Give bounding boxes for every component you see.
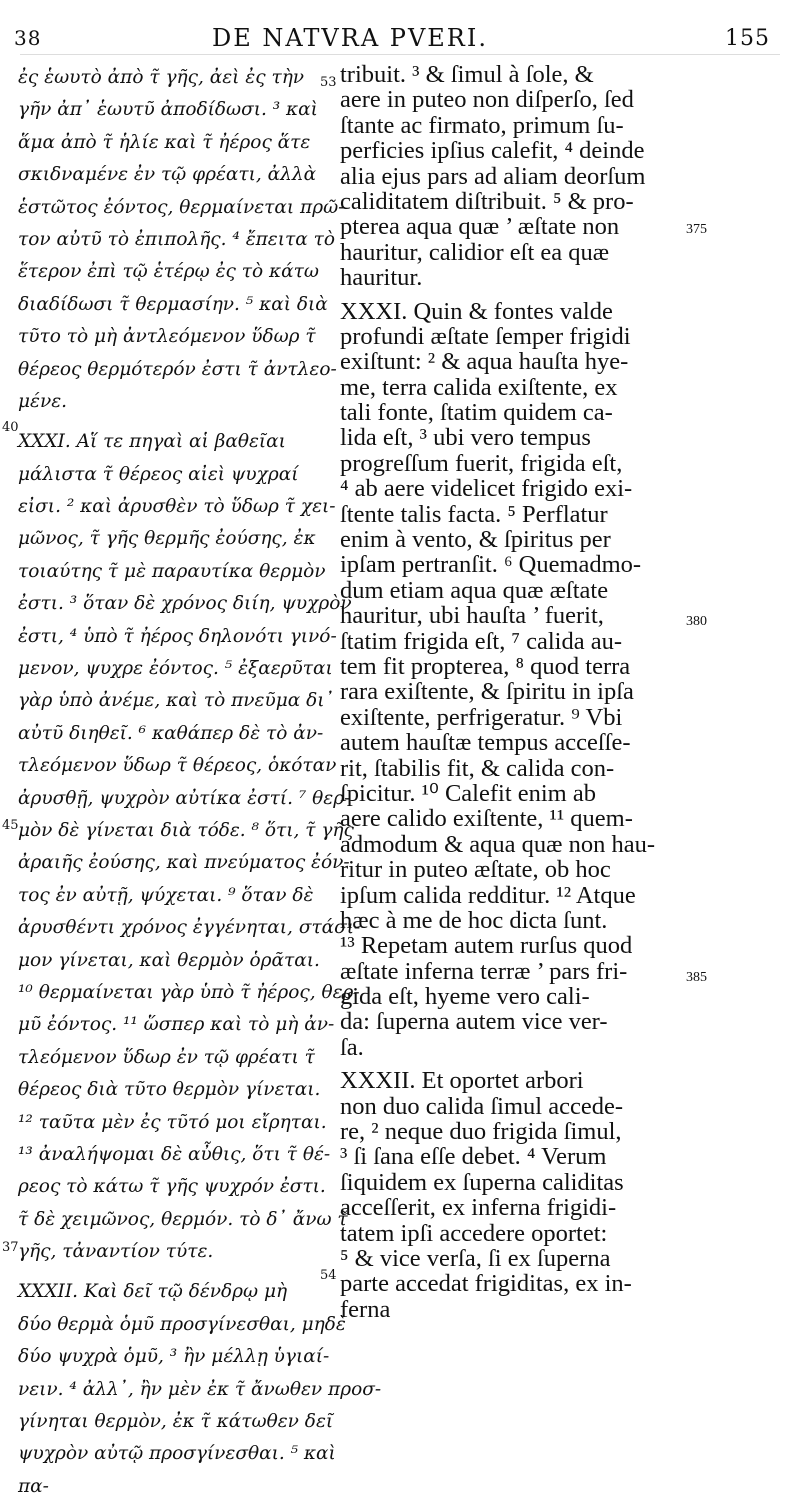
text-line: profundi æſtate ſemper frigidi	[340, 322, 631, 350]
text-line: τος ἐν αὐτῇ, ψύχεται. ⁹ ὅταν δὲ	[18, 884, 314, 906]
text-line: τοιαύτης τ̃ μὲ παραυτίκα θερμὸν	[18, 560, 326, 582]
text-line: aere calido exiſtente, ¹¹ quem-	[340, 805, 633, 833]
text-line: hauritur, calidior eſt ea quæ	[340, 238, 610, 266]
text-line: γίνηται θερμὸν, ἐκ τ̃ κάτωθεν δεῖ	[18, 1411, 334, 1433]
header-left-mark: 38	[14, 26, 42, 50]
text-line: alia ejus pars ad aliam deorſum	[340, 162, 646, 190]
text-line: ³ ſi ſana eſſe debet. ⁴ Verum	[340, 1143, 607, 1171]
text-line: δύο ψυχρὰ ὁμῦ, ³ ἢν μέλλῃ ὑγιαί-	[18, 1346, 330, 1368]
text-line: tatem ipſi accedere oportet:	[340, 1219, 608, 1247]
margin-line-number: 53	[320, 75, 337, 90]
text-line: ſtente talis facta. ⁵ Perflatur	[340, 500, 608, 528]
text-line: æſtate inferna terræ ’ pars fri-	[340, 957, 628, 985]
margin-line-number: 54	[320, 1268, 337, 1283]
text-line: ἕτερον ἐπὶ τῷ ἑτέρῳ ἐς τὸ κάτω	[18, 261, 319, 283]
text-line: rit, ſtabilis fit, & calida con-	[340, 754, 615, 782]
header-rule	[20, 54, 780, 55]
text-line: ¹³ ἀναλήψομαι δὲ αὖθις, ὅτι τ̃ θέ-	[18, 1143, 331, 1165]
text-line: enim à vento, & ſpiritus per	[340, 526, 611, 554]
text-line: ſtante ac firmato, primum ſu-	[340, 111, 624, 139]
running-header	[0, 24, 800, 54]
text-line: πα-	[18, 1475, 49, 1497]
margin-line-number: 375	[686, 222, 707, 237]
text-line: lida eſt, ³ ubi vero tempus	[340, 424, 591, 452]
text-line: γῆν ἀπ᾽ ἑωυτῦ ἀποδίδωσι. ³ καὶ	[18, 99, 318, 121]
text-line: ἅμα ἀπὸ τ̃ ἡλίε καὶ τ̃ ἠέρος ἅτε	[18, 131, 311, 153]
text-line: ρεος τὸ κάτω τ̃ γῆς ψυχρόν ἐστι.	[18, 1176, 326, 1198]
text-line: μένε.	[18, 390, 68, 412]
text-line: ſa.	[340, 1033, 364, 1061]
text-line: ritur in puteo æſtate, ob hoc	[340, 856, 611, 884]
text-line: μῦ ἐόντος. ¹¹ ὥσπερ καὶ τὸ μὴ ἀν-	[18, 1014, 335, 1036]
text-line: ἐς ἑωυτὸ ἀπὸ τ̃ γῆς, ἀεὶ ἐς τὴν	[18, 67, 305, 88]
text-line: δύο θερμὰ ὁμῦ προσγίνεσθαι, μηδὲ	[18, 1313, 346, 1335]
text-line: rara exiſtente, & ſpiritu in ipſa	[340, 678, 634, 706]
margin-line-number: 45	[2, 818, 19, 833]
text-line: re, ² neque duo frigida ſimul,	[340, 1118, 622, 1146]
text-line: θέρεος διὰ τῦτο θερμὸν γίνεται.	[18, 1079, 321, 1101]
latin-text-column	[340, 62, 684, 1322]
text-line: exiſtente, perfrigeratur. ⁹ Vbi	[340, 703, 623, 731]
text-line: αὐτῦ διηθεῖ. ⁶ καθάπερ δὲ τὸ ἀν-	[18, 722, 324, 744]
margin-line-number: 37	[2, 1240, 19, 1255]
paragraph-gap	[18, 1268, 336, 1276]
margin-line-number: 380	[686, 614, 707, 629]
text-line: hæc à me de hoc dicta ſunt.	[340, 906, 608, 934]
text-line: τλεόμενον ὕδωρ ἐν τῷ φρέατι τ̃	[18, 1046, 315, 1068]
text-line: γὰρ ὑπὸ ἀνέμε, καὶ τὸ πνεῦμα δι᾽	[18, 690, 334, 712]
paragraph-gap	[18, 418, 336, 426]
running-title: DE NATVRA PVERI.	[212, 24, 488, 52]
text-line: διαδίδωσι τ̃ θερμασίην. ⁵ καὶ διὰ	[18, 293, 328, 315]
text-line: da: ſuperna autem vice ver-	[340, 1008, 608, 1036]
text-line: ipſam pertranſit. ⁶ Quemadmo-	[340, 551, 642, 579]
text-line: parte accedat frigiditas, ex in-	[340, 1270, 632, 1298]
text-line: exiſtunt: ² & aqua hauſta hye-	[340, 348, 629, 376]
text-line: XXXII. Καὶ δεῖ τῷ δένδρῳ μὴ	[18, 1281, 288, 1303]
text-line: acceſſerit, ex inferna frigidi-	[340, 1194, 617, 1222]
text-line: τλεόμενον ὕδωρ τ̃ θέρεος, ὁκόταν	[18, 755, 337, 777]
margin-line-number: 385	[686, 970, 707, 985]
text-line: ἀραιῆς ἐούσης, καὶ πνεύματος ἐόν-	[18, 852, 350, 874]
text-line: γῆς, τἀναντίον τύτε.	[18, 1241, 214, 1263]
text-line: εἰσι. ² καὶ ἀρυσθὲν τὸ ὕδωρ τ̃ χει-	[18, 496, 336, 518]
text-line: μενον, ψυχρε ἐόντος. ⁵ ἐξαερῦται	[18, 658, 333, 680]
text-line: ſtatim frigida eſt, ⁷ calida au-	[340, 627, 623, 655]
text-line: hauritur, ubi hauſta ’ fuerit,	[340, 602, 604, 630]
text-line: ¹² ταῦτα μὲν ἐς τῦτό μοι εἴρηται.	[18, 1111, 327, 1133]
text-line: ἀρυσθῇ, ψυχρὸν αὐτίκα ἐστί. ⁷ θερ-	[18, 787, 351, 809]
text-line: ⁵ & vice verſa, ſi ex ſuperna	[340, 1244, 611, 1272]
text-line: ψυχρὸν αὐτῷ προσγίνεσθαι. ⁵ καὶ	[18, 1443, 336, 1465]
text-line: ipſum calida redditur. ¹² Atque	[340, 881, 636, 909]
text-line: ἑστῶτος ἐόντος, θερμαίνεται πρῶ-	[18, 196, 345, 218]
text-line: admodum & aqua quæ non hau-	[340, 830, 656, 858]
text-line: νειν. ⁴ ἀλλ᾽, ἢν μὲν ἐκ τ̃ ἄνωθεν προσ-	[18, 1378, 382, 1400]
text-line: μον γίνεται, καὶ θερμὸν ὁρᾶται.	[18, 949, 320, 971]
text-line: autem hauſtæ tempus acceſſe-	[340, 729, 631, 757]
text-line: ἐστι. ³ ὅταν δὲ χρόνος διίη, ψυχρὸν	[18, 593, 352, 615]
text-line: ferna	[340, 1295, 391, 1323]
text-line: me, terra calida exiſtente, ex	[340, 373, 618, 401]
page-number: 155	[725, 26, 770, 51]
text-line: ¹⁰ θερμαίνεται γὰρ ὑπὸ τ̃ ἠέρος, θερ-	[18, 981, 360, 1003]
text-line: τ̃ δὲ χειμῶνος, θερμόν. τὸ δ᾽ ἄνω τ̃	[18, 1208, 348, 1230]
text-line: θέρεος θερμότερόν ἐστι τ̃ ἀντλεο-	[18, 358, 337, 380]
text-line: progreſſum fuerit, frigida eſt,	[340, 449, 623, 477]
text-line: gida eſt, hyeme vero cali-	[340, 983, 590, 1011]
text-line: perficies ipſius calefit, ⁴ deinde	[340, 137, 645, 165]
text-line: ¹³ Repetam autem rurſus quod	[340, 932, 633, 960]
text-line: XXXI. Quin & fontes valde	[340, 297, 613, 325]
text-line: pterea aqua quæ ’ æſtate non	[340, 213, 620, 241]
text-line: hauritur.	[340, 264, 423, 292]
text-line: aere in puteo non diſperſo, ſed	[340, 86, 634, 114]
text-line: tribuit. ³ & ſimul à ſole, &	[340, 61, 594, 88]
text-line: μάλιστα τ̃ θέρεος αἰεὶ ψυχραί	[18, 463, 299, 485]
text-line: XXXII. Et oportet arbori	[340, 1067, 584, 1095]
text-line: σκιδναμένε ἐν τῷ φρέατι, ἀλλὰ	[18, 164, 317, 186]
text-line: tali fonte, ſtatim quidem ca-	[340, 399, 613, 427]
text-line: dum etiam aqua quæ æſtate	[340, 576, 609, 604]
margin-line-number: 40	[2, 420, 19, 435]
text-line: ſiquidem ex ſuperna caliditas	[340, 1168, 624, 1196]
text-line: μὸν δὲ γίνεται διὰ τόδε. ⁸ ὅτι, τ̃ γῆς	[18, 819, 354, 841]
text-line: tem fit propterea, ⁸ quod terra	[340, 652, 631, 680]
text-line: ἀρυσθέντι χρόνος ἐγγένηται, στάσι-	[18, 917, 361, 939]
text-line: τῦτο τὸ μὴ ἀντλεόμενον ὕδωρ τ̃	[18, 326, 316, 348]
text-line: ſpicitur. ¹⁰ Calefit enim ab	[340, 779, 596, 807]
text-line: caliditatem diſtribuit. ⁵ & pro-	[340, 187, 634, 215]
text-line: ἐστι, ⁴ ὑπὸ τ̃ ἠέρος δηλονότι γινό-	[18, 625, 337, 647]
text-line: μῶνος, τ̃ γῆς θερμῆς ἐούσης, ἐκ	[18, 528, 316, 550]
text-line: ⁴ ab aere videlicet frigido exi-	[340, 475, 633, 503]
text-line: τον αὐτῦ τὸ ἐπιπολῆς. ⁴ ἔπειτα τὸ	[18, 228, 335, 250]
text-line: non duo calida ſimul accede-	[340, 1092, 623, 1120]
text-line: XXXI. Αἵ τε πηγαὶ αἱ βαθεῖαι	[18, 431, 286, 453]
